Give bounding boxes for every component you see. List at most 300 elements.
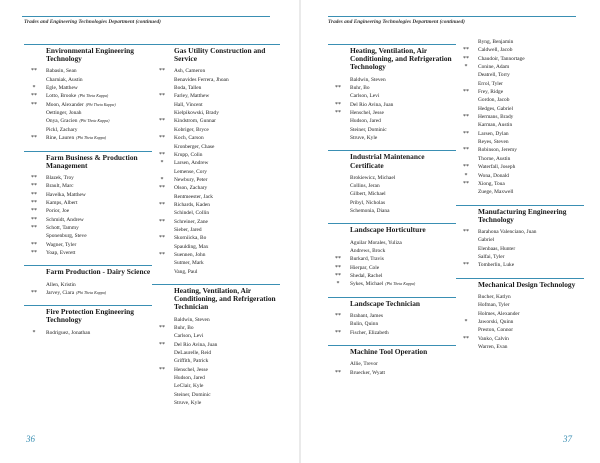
graduate-entry (328, 255, 456, 263)
graduate-entry (152, 151, 280, 159)
graduate-name: Chaudoir, Tannortage (478, 55, 525, 62)
program-title: Heating, Ventilation, Air Conditioning, and Refrigeration Technology (350, 46, 452, 72)
graduate-entry (456, 155, 584, 163)
graduate-name: Blazek, Troy (46, 174, 74, 181)
honors-marker: ** (463, 55, 469, 62)
graduate-entry (24, 134, 152, 142)
program-section-landscape-technician (328, 297, 456, 337)
graduate-name: Rodriguez, Jonathan (46, 329, 91, 336)
graduate-entry (152, 126, 280, 134)
running-head: Trades and Engineering Technologies Department (continued) (24, 19, 161, 25)
honors-marker: ** (463, 114, 469, 121)
running-head: Trades and Engineering Technologies Department (continued) (328, 19, 465, 25)
graduate-entry (456, 80, 584, 88)
graduate-name: Larsen, Andrew (174, 160, 209, 167)
honors-marker: ** (31, 183, 37, 190)
graduate-entry (152, 168, 280, 176)
header-rule (328, 16, 576, 17)
graduate-name: Lemense, Cory (174, 168, 207, 175)
graduate-name: Zuege, Maxwell (478, 189, 514, 196)
graduate-entry (152, 134, 280, 142)
graduate-name: Hofman, Tyler (478, 302, 510, 309)
honors-marker: ** (463, 130, 469, 137)
graduate-name: Suennen, John (174, 251, 206, 258)
graduate-entry (152, 316, 280, 324)
graduate-name: Hudson, Jared (174, 375, 205, 382)
graduate-entry (152, 218, 280, 226)
graduate-name: Hall, Vincent (174, 101, 203, 108)
graduate-name: Ash, Cameron (174, 68, 206, 75)
graduate-name: Allie, Trevor (350, 361, 378, 368)
honor-society-note: (Phi Theta Kappa) (385, 281, 416, 287)
graduate-entry (152, 117, 280, 125)
graduate-name: Wagner, Tyler (46, 241, 77, 248)
graduate-entry (152, 76, 280, 84)
section-rule (24, 265, 152, 266)
honors-marker: ** (463, 47, 469, 54)
graduate-name: Egle, Matthew (46, 85, 78, 92)
graduate-entry (456, 63, 584, 71)
honors-marker: ** (463, 89, 469, 96)
honors-marker: ** (159, 218, 165, 225)
graduate-entry (24, 67, 152, 75)
program-title: Environmental Engineering Technology (46, 46, 134, 64)
graduate-entry (456, 172, 584, 180)
graduate-entry (152, 243, 280, 251)
graduate-entry (456, 335, 584, 343)
honors-marker: ** (31, 216, 37, 223)
program-section-gas-utility-construction-and-service (152, 44, 280, 276)
section-rule (456, 278, 584, 279)
graduate-name: Shedal, Rachel (350, 273, 383, 280)
program-section-heating-ventilation-air-conditioning-and-refrigeration-technology (328, 44, 456, 142)
graduate-name: Gabriel (478, 237, 495, 244)
graduate-entry (456, 318, 584, 326)
graduate-entry (152, 184, 280, 192)
graduate-name: Steiner, Dominic (174, 391, 211, 398)
graduate-entry (24, 207, 152, 215)
honors-marker: ** (159, 135, 165, 142)
program-section-heating-ventilation-air-conditioning-and-refrigeration-technician (152, 284, 280, 407)
honors-marker: * (32, 85, 36, 92)
graduate-name: Schemonia, Diana (350, 208, 390, 215)
graduate-name: Waterfall, Joseph (478, 164, 516, 171)
page-number: 37 (563, 434, 572, 444)
graduate-entry (328, 207, 456, 215)
graduate-entry (328, 126, 456, 134)
honors-marker: ** (159, 68, 165, 75)
honors-marker: ** (159, 118, 165, 125)
program-title: Landscape Technician (350, 298, 421, 308)
graduate-name: Krupp, Colin (174, 151, 203, 158)
program-title: Farm Business & Production Management (46, 152, 138, 170)
graduate-entry (24, 76, 152, 84)
program-title: Manufacturing Engineering Technology (478, 206, 567, 224)
graduate-name: Kielpikowski, Brady (174, 110, 219, 117)
graduate-entry (152, 357, 280, 365)
graduate-entry (24, 92, 152, 100)
honors-marker: ** (335, 109, 341, 116)
graduate-name: Benavides Ferrera, Jhoan (174, 76, 229, 83)
honors-marker: * (464, 318, 468, 325)
program-title: Fire Protection Engineering Technology (46, 307, 134, 325)
graduate-name: Charniak, Austin (46, 76, 83, 83)
graduate-name: Elenbaas, Hunter (478, 245, 516, 252)
graduate-name: Collins, Jeran (350, 183, 380, 190)
graduate-name: Baldwin, Steven (350, 76, 386, 83)
graduate-entry (328, 84, 456, 92)
graduate-name: Aguilar Morales, Yuliza (350, 239, 402, 246)
honors-marker: ** (463, 335, 469, 342)
graduate-name: Robinson, Jeremy (478, 147, 517, 154)
honors-marker: * (160, 176, 164, 183)
honors-marker: ** (31, 199, 37, 206)
honors-marker: ** (31, 191, 37, 198)
graduate-name: Oettinger, Jonah (46, 110, 82, 117)
graduate-entry (456, 293, 584, 301)
graduate-name: Xiong, Toua (478, 180, 505, 187)
graduate-entry (456, 55, 584, 63)
graduate-name: Schindel, Collin (174, 210, 210, 217)
honors-marker: ** (463, 147, 469, 154)
graduate-name: Sponenburg, Steve (46, 233, 87, 240)
program-title: Industrial Maintenance Certificate (350, 152, 425, 170)
graduate-name: Steiner, Dominic (350, 126, 387, 133)
graduate-name: Richards, Kaden (174, 201, 210, 208)
program-title: Gas Utility Construction and Service (174, 46, 266, 64)
section-rule (328, 345, 456, 346)
program-section-continued (456, 38, 584, 197)
graduate-name: Brault, Marc (46, 183, 74, 190)
right-page-column-2 (456, 38, 584, 359)
graduate-name: Babasin, Sean (46, 68, 77, 75)
graduate-entry (24, 199, 152, 207)
graduate-entry (328, 134, 456, 142)
graduate-name: Bulin, Quinn (350, 321, 379, 328)
graduate-entry (152, 268, 280, 276)
honors-marker: ** (159, 235, 165, 242)
program-section-environmental-engineering-technology (24, 44, 152, 143)
graduate-entry (24, 224, 152, 232)
graduate-name: Errol, Tyler (478, 80, 503, 87)
graduate-name: Kronberger, Chase (174, 143, 215, 150)
graduate-name: Conine, Adam (478, 64, 510, 71)
honor-society-note: (Phi Theta Kappa) (78, 93, 109, 99)
graduate-entry (24, 84, 152, 92)
graduate-name: Barahona Valenciano, Juan (478, 228, 537, 235)
graduate-name: Pribyl, Nicholas (350, 199, 386, 206)
graduate-entry (328, 109, 456, 117)
graduate-entry (328, 182, 456, 190)
graduate-name: Rine, Lauren (46, 135, 75, 142)
graduate-name: Hierpar, Cole (350, 264, 380, 271)
graduate-name: Jarvey, Ciara (46, 289, 75, 296)
graduate-name: Sieber, Jared (174, 226, 202, 233)
graduate-name: Salfai, Tyler (478, 253, 505, 260)
graduate-entry (24, 216, 152, 224)
graduate-entry (328, 272, 456, 280)
graduate-name: Griffith, Patrick (174, 358, 209, 365)
graduate-entry (456, 71, 584, 79)
graduate-entry (456, 236, 584, 244)
program-section-farm-business-production-management (24, 151, 152, 258)
graduate-name: Vanko, Calvin (478, 335, 509, 342)
section-rule (328, 223, 456, 224)
graduate-name: Kobriger, Bryce (174, 126, 209, 133)
honors-marker: * (464, 64, 468, 71)
honors-marker: ** (463, 164, 469, 171)
graduate-name: Hedges, Gabriel (478, 105, 514, 112)
section-rule (24, 44, 152, 45)
graduate-entry (456, 301, 584, 309)
graduate-name: Brabant, James (350, 312, 383, 319)
graduate-entry (456, 38, 584, 46)
graduate-entry (152, 143, 280, 151)
right-page (301, 0, 600, 463)
graduate-name: Lotto, Brooke (46, 93, 77, 100)
graduate-name: Sutmer, Mark (174, 260, 204, 267)
graduate-entry (152, 101, 280, 109)
graduate-entry (152, 399, 280, 407)
section-rule (24, 305, 152, 306)
graduate-entry (152, 366, 280, 374)
graduate-name: Thorne, Austin (478, 155, 511, 162)
honors-marker: ** (335, 312, 341, 319)
graduate-entry (328, 239, 456, 247)
honors-marker: ** (463, 228, 469, 235)
honors-marker: ** (31, 135, 37, 142)
graduate-entry (456, 46, 584, 54)
graduate-name: Allen, Kristin (46, 281, 76, 288)
graduate-name: Buhr, Bo (174, 324, 194, 331)
honors-marker: ** (31, 101, 37, 108)
graduate-entry (152, 109, 280, 117)
honors-marker: * (160, 160, 164, 167)
honor-society-note: (Phi Theta Kappa) (76, 289, 107, 295)
section-rule (328, 297, 456, 298)
graduate-entry (152, 341, 280, 349)
graduate-name: Larsen, Dylan (478, 130, 509, 137)
section-rule (328, 44, 456, 45)
graduate-entry (24, 109, 152, 117)
graduate-name: Schmidt, Andrew (46, 216, 84, 223)
graduate-entry (152, 391, 280, 399)
graduate-name: Skorniicka, Bo (174, 235, 207, 242)
graduate-entry (152, 193, 280, 201)
honors-marker: ** (159, 151, 165, 158)
graduate-name: Struve, Kyle (350, 135, 378, 142)
program-title: Heating, Ventilation, Air Conditioning, and Refrigeration Technician (174, 286, 276, 312)
graduate-entry (24, 117, 152, 125)
graduate-name: DeLaurelle, Reid (174, 349, 212, 356)
graduate-entry (328, 92, 456, 100)
graduate-name: Kamps, Albert (46, 199, 78, 206)
graduate-name: Andrews, Brock (350, 248, 386, 255)
honors-marker: ** (463, 262, 469, 269)
graduate-name: Moon, Alexander (46, 101, 84, 108)
graduate-name: Buhr, Bo (350, 84, 370, 91)
graduate-name: Del Rio Avina, Juan (350, 101, 394, 108)
left-page-column-1 (24, 44, 152, 345)
graduate-name: Newbury, Peter (174, 176, 208, 183)
honors-marker: ** (159, 201, 165, 208)
graduate-name: Boda, Tallen (174, 85, 202, 92)
graduate-name: Tomberlin, Luke (478, 262, 515, 269)
program-title: Farm Production - Dairy Science (46, 267, 151, 277)
honors-marker: ** (31, 93, 37, 100)
graduate-entry (24, 101, 152, 109)
program-title: Machine Tool Operation (350, 346, 428, 356)
graduate-name: Brokiewicz, Michael (350, 174, 396, 181)
program-section-mechanical-design-technology (456, 278, 584, 352)
section-rule (24, 151, 152, 152)
graduate-entry (328, 360, 456, 368)
honors-marker: ** (159, 324, 165, 331)
graduate-name: Deatrell, Torry (478, 72, 510, 79)
graduate-entry (152, 349, 280, 357)
graduate-name: Rentmeester, Jack (174, 193, 214, 200)
graduate-entry (328, 174, 456, 182)
graduate-name: Byng, Benjamin (478, 39, 514, 45)
graduate-entry (152, 92, 280, 100)
graduate-name: Kindstrom, Gunnar (174, 118, 216, 125)
graduate-name: Gilbert, Michael (350, 191, 386, 198)
graduate-entry (456, 245, 584, 253)
header-rule (22, 16, 270, 17)
graduate-entry (152, 209, 280, 217)
graduate-entry (328, 329, 456, 337)
honors-marker: ** (159, 251, 165, 258)
graduate-name: Wona, Donald (478, 172, 510, 179)
honors-marker: ** (335, 369, 341, 376)
graduate-entry (456, 96, 584, 104)
program-section-industrial-maintenance-certificate (328, 150, 456, 215)
honors-marker: ** (159, 185, 165, 192)
program-title: Mechanical Design Technology (478, 279, 576, 289)
honors-marker: * (32, 329, 36, 336)
graduate-name: Carlson, Levi (350, 93, 380, 100)
honors-marker: ** (31, 289, 37, 296)
graduate-entry (152, 332, 280, 340)
graduate-name: Havelka, Matthew (46, 191, 86, 198)
graduate-entry (328, 320, 456, 328)
left-page (0, 0, 299, 463)
graduate-name: Holmes, Alexander (478, 310, 520, 317)
program-section-machine-tool-operation (328, 345, 456, 377)
graduate-name: Sykes, Michael (350, 281, 384, 288)
graduate-entry (456, 188, 584, 196)
graduate-entry (328, 76, 456, 84)
graduate-entry (328, 247, 456, 255)
graduate-name: Fischer, Elizabeth (350, 329, 389, 336)
graduate-name: Schreiner, Zane (174, 218, 208, 225)
graduate-entry (152, 374, 280, 382)
graduate-entry (328, 190, 456, 198)
graduate-name: Henschel, Jesse (350, 109, 384, 116)
graduate-name: Jaworski, Quinn (478, 318, 514, 325)
graduate-name: Hermans, Brady (478, 114, 514, 121)
graduate-entry (24, 126, 152, 134)
program-section-farm-production-dairy-science (24, 265, 152, 297)
graduate-entry (152, 201, 280, 209)
graduate-entry (456, 326, 584, 334)
honors-marker: ** (335, 264, 341, 271)
graduate-name: Struve, Kyle (174, 400, 202, 407)
program-section-fire-protection-engineering-technology (24, 305, 152, 337)
graduate-name: Bucher, Katlyn (478, 293, 511, 300)
graduate-entry (152, 226, 280, 234)
graduate-name: Caldwell, Jacob (478, 47, 513, 54)
graduate-name: Porior, Joe (46, 208, 70, 215)
graduate-entry (152, 234, 280, 242)
graduate-name: Karman, Austin (478, 122, 513, 129)
graduate-entry (456, 180, 584, 188)
honors-marker: ** (159, 366, 165, 373)
honors-marker: ** (335, 329, 341, 336)
honors-marker: ** (159, 93, 165, 100)
graduate-name: Onya, Gracien (46, 118, 78, 125)
honor-society-note: (Phi Theta Kappa) (76, 135, 107, 141)
graduate-entry (24, 174, 152, 182)
graduate-name: Spaulding, Max (174, 243, 209, 250)
graduate-name: Henschel, Jesse (174, 366, 208, 373)
section-rule (328, 150, 456, 151)
graduate-entry (456, 261, 584, 269)
graduate-entry (24, 191, 152, 199)
graduate-entry (328, 117, 456, 125)
honors-marker: ** (463, 180, 469, 187)
page-number: 36 (26, 434, 35, 444)
honors-marker: ** (335, 256, 341, 263)
honors-marker: ** (31, 68, 37, 75)
honors-marker: ** (335, 273, 341, 280)
graduate-entry (24, 281, 152, 289)
graduate-entry (24, 249, 152, 257)
honors-marker: ** (159, 341, 165, 348)
graduate-name: Pickl, Zachary (46, 126, 78, 133)
graduate-name: Hudson, Jared (350, 118, 381, 125)
graduate-name: Burkard, Travis (350, 256, 384, 263)
graduate-entry (24, 289, 152, 297)
graduate-entry (328, 264, 456, 272)
graduate-entry (328, 312, 456, 320)
graduate-name: Olson, Zachary (174, 185, 208, 192)
graduate-entry (456, 113, 584, 121)
graduate-entry (456, 105, 584, 113)
graduate-entry (152, 67, 280, 75)
graduate-name: Yoap, Everett (46, 250, 76, 256)
program-section-landscape-horticulture (328, 223, 456, 288)
graduate-name: Preston, Connor (478, 327, 514, 334)
program-section-manufacturing-engineering-technology (456, 205, 584, 270)
graduate-name: Gordon, Jacob (478, 97, 510, 104)
section-rule (456, 205, 584, 206)
graduate-entry (152, 159, 280, 167)
graduate-name: Warren, Evan (478, 343, 508, 350)
graduate-entry (456, 310, 584, 318)
honors-marker: ** (335, 84, 341, 91)
section-rule (152, 44, 280, 45)
graduate-name: Carlson, Levi (174, 333, 204, 340)
graduate-entry (456, 146, 584, 154)
program-title: Landscape Horticulture (350, 225, 426, 235)
graduate-entry (456, 88, 584, 96)
graduate-entry (152, 324, 280, 332)
graduate-entry (456, 130, 584, 138)
graduate-name: Vang, Paul (174, 268, 198, 275)
honor-society-note: (Phi Theta Kappa) (85, 101, 116, 107)
left-page-column-2 (152, 44, 280, 415)
